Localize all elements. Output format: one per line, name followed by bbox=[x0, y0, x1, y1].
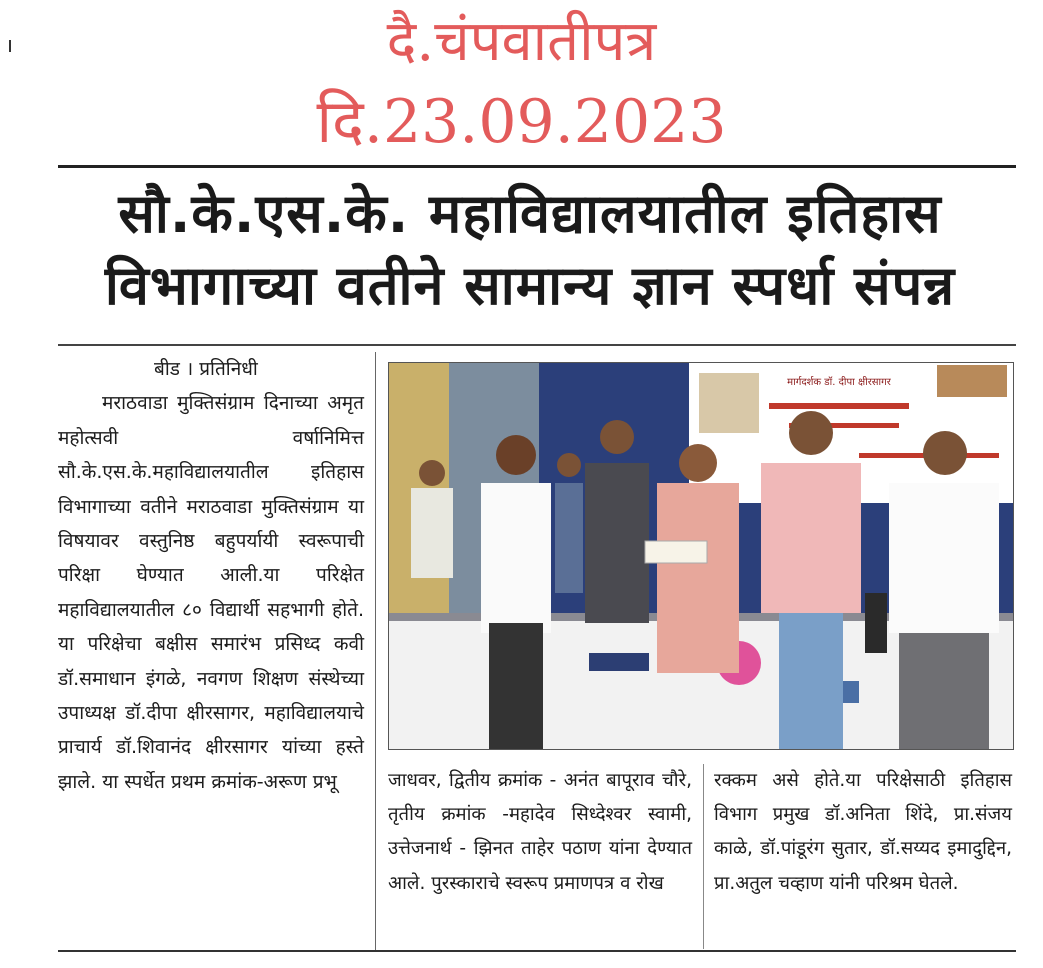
margin-mark bbox=[9, 40, 11, 52]
masthead-rule bbox=[58, 165, 1016, 168]
person-right-head bbox=[923, 431, 967, 475]
person-guest-head bbox=[679, 444, 717, 482]
bottom-rule bbox=[58, 950, 1016, 952]
person-speaker-trousers bbox=[779, 613, 843, 749]
banner-text: मार्गदर्शक डॉ. दीपा क्षीरसागर bbox=[787, 377, 891, 388]
column-divider-2 bbox=[703, 764, 704, 949]
person-speaker-head bbox=[789, 411, 833, 455]
person-principal-jacket bbox=[585, 463, 649, 623]
article-text-2: जाधवर, द्वितीय क्रमांक - अनंत बापूराव चौरे, तृतीय क्रमांक -महादेव सिध्देश्वर स्वामी, उत्तेजनार्थ - झिनत ताहेर पठाण यांना देण्यात आले. पुरस्काराचे स्वरूप प्रमाणपत्र व रोख bbox=[388, 770, 692, 894]
article-column-2 bbox=[388, 764, 692, 901]
banner-books-icon-2 bbox=[937, 365, 1007, 397]
banner-stripe bbox=[769, 403, 909, 409]
headline-rule bbox=[58, 344, 1016, 346]
person-student-trousers bbox=[489, 623, 543, 749]
person-background-2 bbox=[555, 483, 583, 593]
newspaper-name: दै.चंपवातीपत्र bbox=[386, 9, 657, 74]
headline-line-1: सौ.के.एस.के. महाविद्यालयातील इतिहास bbox=[118, 182, 942, 245]
person-guest-saree bbox=[657, 483, 739, 673]
publication-date: दि.23.09.2023 bbox=[316, 87, 727, 157]
article-column-1 bbox=[58, 352, 364, 799]
headline bbox=[40, 178, 1020, 322]
person-student-shirt bbox=[481, 483, 551, 633]
article-column-3 bbox=[714, 764, 1012, 901]
banner-books-icon bbox=[699, 373, 759, 433]
person-right-trousers bbox=[899, 633, 989, 749]
person-background-1-head bbox=[419, 460, 445, 486]
person-background-2-head bbox=[557, 453, 581, 477]
person-background-1 bbox=[411, 488, 453, 578]
masthead bbox=[0, 0, 1043, 165]
headline-line-2: विभागाच्या वतीने सामान्य ज्ञान स्पर्धा संपन्न bbox=[104, 254, 956, 317]
person-student-head bbox=[496, 435, 536, 475]
certificate bbox=[645, 541, 707, 563]
article-text-3: रक्कम असे होते.या परिक्षेसाठी इतिहास विभाग प्रमुख डॉ.अनिता शिंदे, प्रा.संजय काळे, डॉ.पांडूरंग सुतार, डॉ.सय्यद इमादुद्दिन, प्रा.अतुल चव्हाण यांनी परिश्रम घेतले. bbox=[714, 770, 1012, 894]
dateline: बीड । प्रतिनिधी bbox=[154, 358, 258, 380]
chair bbox=[865, 593, 887, 653]
table-book-2 bbox=[589, 653, 649, 671]
person-right-shirt bbox=[889, 483, 999, 633]
article-text-1: मराठवाडा मुक्तिसंग्राम दिनाच्या अमृत महोत्सवी वर्षानिमित्त सौ.के.एस.के.महाविद्यालयातील इतिहास विभागाच्या वतीने मराठवाडा मुक्तिसंग्राम या विषयावर वस्तुनिष्ठ बहुपर्यायी स्वरूपाची परिक्षा घेण्यात आली.या परिक्षेत महाविद्यालयातील ८० विद्यार्थी सहभागी होते. या परिक्षेचा बक्षीस समारंभ प्रसिध्द कवी डॉ.समाधान इंगळे, नवगण शिक्षण संस्थेच्या उपाध्यक्ष डॉ.दीपा क्षीरसागर, महाविद्यालयाचे प्राचार्य डॉ.शिवानंद क्षीरसागर यांच्या हस्ते झाले. या स्पर्धेत प्रथम क्रमांक-अरूण प्रभू bbox=[58, 392, 364, 793]
person-speaker-shirt bbox=[761, 463, 861, 613]
event-photo-illustration bbox=[389, 363, 1013, 749]
person-principal-head bbox=[600, 420, 634, 454]
column-divider bbox=[375, 352, 376, 952]
event-photo bbox=[388, 362, 1014, 750]
